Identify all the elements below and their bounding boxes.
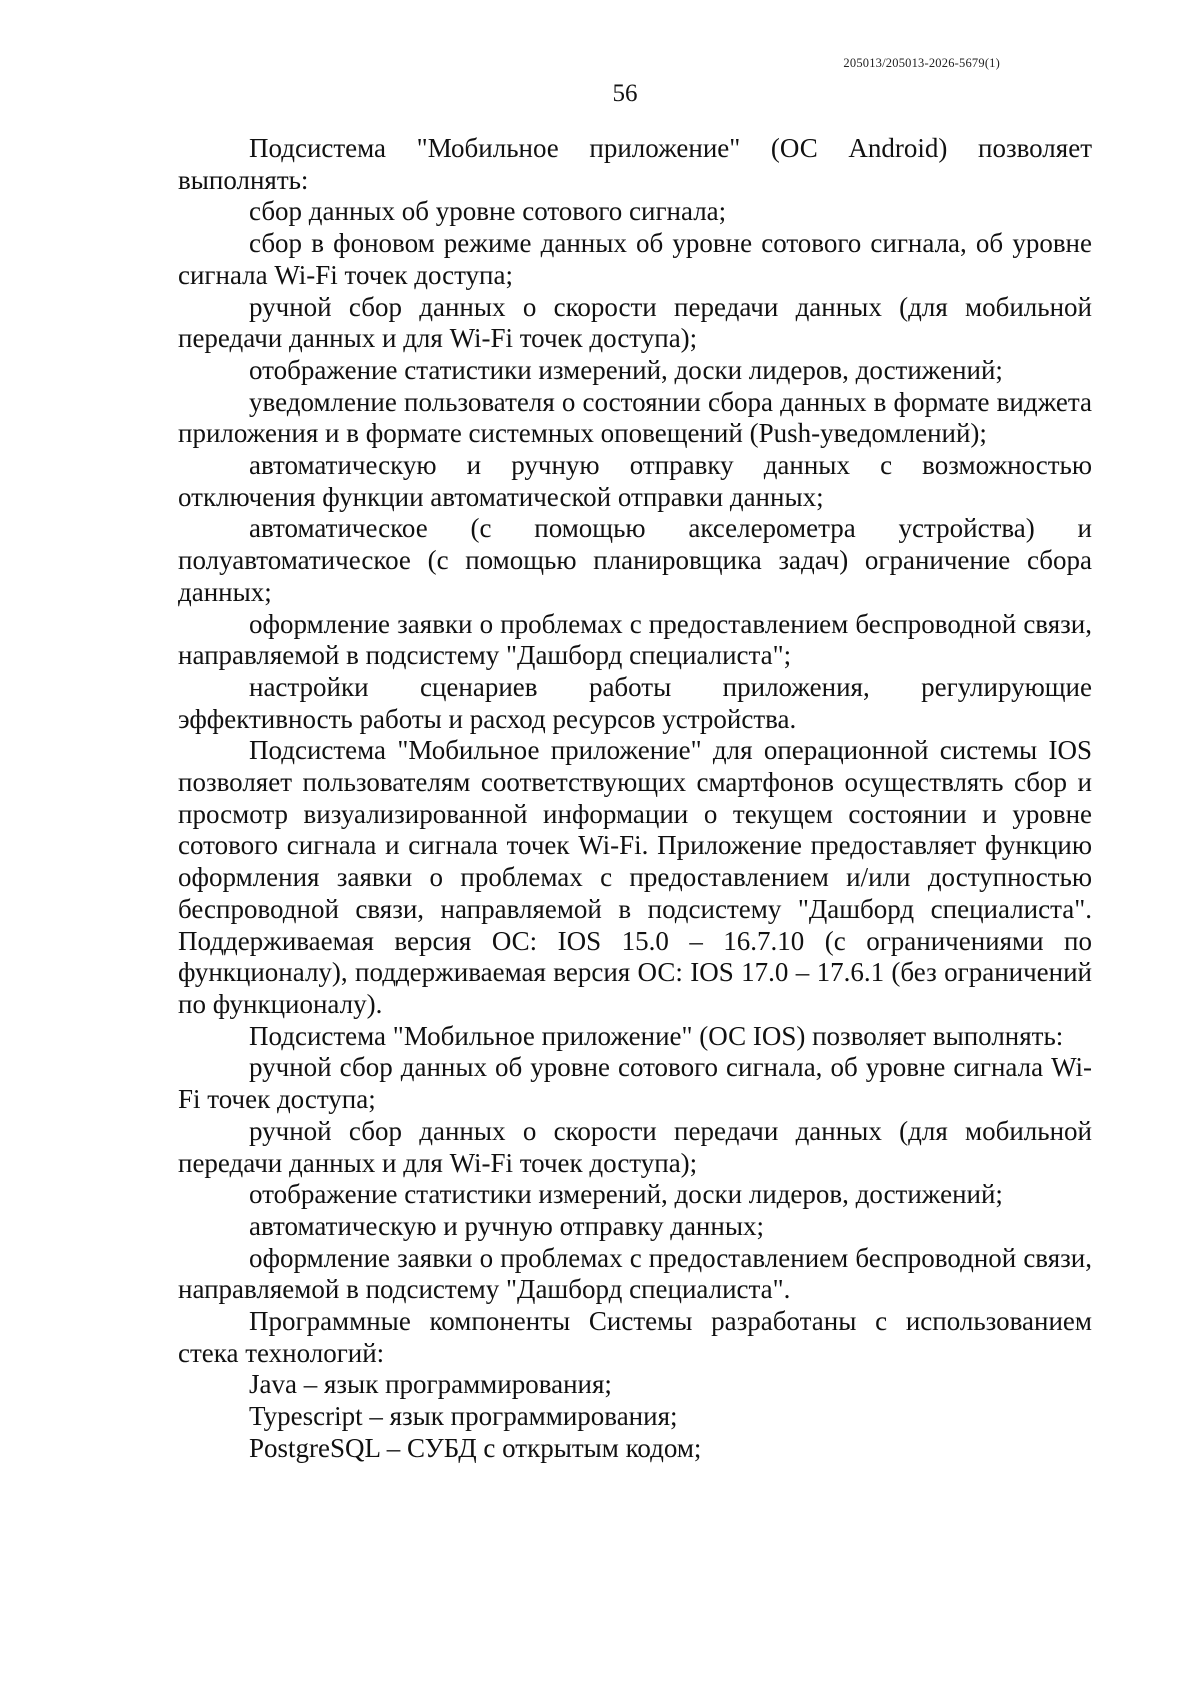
list-item: оформление заявки о проблемах с предоставлением беспроводной связи, направляемой в подсистему "Дашборд специалиста"; [178, 608, 1092, 671]
paragraph: Программные компоненты Системы разработаны с использованием стека технологий: [178, 1306, 1092, 1368]
list-item: Java – язык программирования; [249, 1369, 612, 1400]
page-number: 56 [612, 80, 638, 107]
paragraph: Подсистема "Мобильное приложение" для операционной системы IOS позволяет пользователям соответствующих смартфонов осуществлять сбор и просмотр визуализированной информации о текущем состоянии и уровне сотового сигнала и сигнала точек Wi-Fi. Приложение предоставляет функцию оформления заявки о проблемах с предоставлением и/или доступностью беспроводной связи, направляемой в подсистему "Дашборд специалиста". Поддерживаемая версия ОС: IOS 15.0 – 16.7.10 (с ограничениями по функционалу), поддерживаемая версия ОС: IOS 17.0 – 17.6.1 (без ограничений по функционалу). [178, 735, 1092, 1019]
list-item: оформление заявки о проблемах с предоставлением беспроводной связи, направляемой в подсистему "Дашборд специалиста". [178, 1242, 1092, 1305]
list-item: ручной сбор данных о скорости передачи данных (для мобильной передачи данных и для Wi-Fi точек доступа); [178, 1115, 1092, 1178]
list-item: PostgreSQL – СУБД с открытым кодом; [249, 1432, 702, 1463]
list-item: отображение статистики измерений, доски лидеров, достижений; [249, 1179, 1003, 1210]
list-item: настройки сценариев работы приложения, регулирующие эффективность работы и расход ресурсов устройства. [178, 671, 1092, 734]
list-item: автоматическую и ручную отправку данных с возможностью отключения функции автоматической отправки данных; [178, 450, 1092, 512]
list-item: ручной сбор данных о скорости передачи данных (для мобильной передачи данных и для Wi-Fi точек доступа); [178, 291, 1092, 354]
document-id: 205013/205013-2026-5679(1) [843, 56, 1000, 70]
list-item: сбор в фоновом режиме данных об уровне сотового сигнала, об уровне сигнала Wi-Fi точек доступа; [178, 228, 1092, 290]
list-item: автоматическое (с помощью акселерометра устройства) и полуавтоматическое (с помощью планировщика задач) ограничение сбора данных; [178, 513, 1092, 607]
document-body [178, 133, 1092, 1465]
list-item: сбор данных об уровне сотового сигнала; [249, 196, 727, 227]
list-item: отображение статистики измерений, доски лидеров, достижений; [249, 354, 1003, 385]
list-item: автоматическую и ручную отправку данных; [249, 1210, 764, 1241]
paragraph: Подсистема "Мобильное приложение" (ОС Android) позволяет выполнять: [178, 133, 1092, 195]
list-item: Typescript – язык программирования; [249, 1401, 678, 1432]
list-item: ручной сбор данных об уровне сотового сигнала, об уровне сигнала Wi-Fi точек доступа; [178, 1052, 1092, 1115]
list-item: уведомление пользователя о состоянии сбора данных в формате виджета приложения и в формате системных оповещений (Push-уведомлений); [178, 386, 1092, 449]
paragraph: Подсистема "Мобильное приложение" (ОС IOS) позволяет выполнять: [249, 1020, 1064, 1051]
